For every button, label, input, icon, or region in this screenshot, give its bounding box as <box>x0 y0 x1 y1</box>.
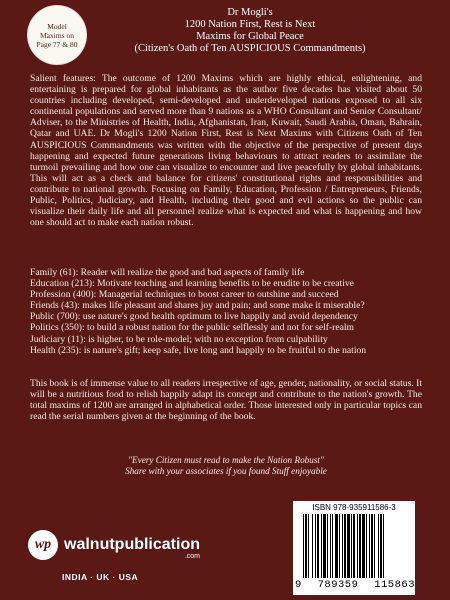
salient-features-paragraph: Salient features: The outcome of 1200 Maxims which are highly ethical, enlightening, and entertaining is prepared for global inhabitants as the author five decades has visited about 50 countries including developed, semi-developed and underdeveloped nations exposed to all six continental populations and served more than 9 nations as a WHO Consultant and Senior Consultant/ Adviser, to the Ministries of Health, India, Afghanistan, Iran, Kuwait, Saudi Arabia, Oman, Bahrain, Qatar and UAE. Dr Mogli's 1200 Nation First, Rest is Next Maxims with Citizens Oath of Ten AUSPICIOUS Commandments was written with the objective of the perspective of present days happening and expected future generations living behaviours to attract readers to assimilate the turmoil prevailing and how one can visualize to encounter and live peacefully by global inhabitants. This will act as a check and balance for citizens' constitutional rights and responsibilities and contribute to national growth. Focusing on Family, Education, Profession / Entrepreneurs, Friends, Public, Politics, Judiciary, and Health, including their good and evil actions so the public can visualize their daily life and all personnel realize what is expected and what is happening and how one should act to make each nation robust. <box>30 73 422 229</box>
category-education: Education (213): Motivate teaching and learning benefits to be erudite to be creative <box>30 278 354 290</box>
badge-line-1: Model <box>47 21 67 31</box>
barcode-bar <box>371 514 373 578</box>
barcode-bar <box>369 514 370 578</box>
quote-block <box>30 455 422 477</box>
share-quote: Share with your associates if you found Stuff enjoyable <box>125 466 327 476</box>
barcode-bar <box>344 514 346 578</box>
publisher-regions: INDIA · UK · USA <box>62 572 139 582</box>
category-friends: Friends (43): makes life pleasant and shares joy and pain; and some make it miserable? <box>30 300 365 312</box>
badge-line-3: Page 77 & 80 <box>36 39 78 49</box>
isbn-digit-prefix: 9 <box>295 579 302 591</box>
badge-line-2: Maxims on <box>40 30 74 40</box>
barcode-bar <box>315 514 316 578</box>
barcode-bar <box>353 514 355 578</box>
isbn-digits <box>295 579 415 591</box>
barcode-bar <box>327 514 328 578</box>
barcode-bar <box>332 514 333 578</box>
barcode-bar <box>317 514 319 578</box>
subtitle-line: Maxims for Global Peace <box>196 31 304 42</box>
barcode-bar <box>339 514 340 578</box>
subtitle-oath-line: (Citizen's Oath of Ten AUSPICIOUS Commandments) <box>134 43 366 54</box>
publisher-logo <box>28 530 200 560</box>
publisher-name-text: walnutpublication <box>64 536 200 553</box>
barcode-bar <box>335 514 338 578</box>
publisher-domain-suffix: .com <box>184 553 200 560</box>
barcode-bar <box>357 514 358 578</box>
isbn-digit-group-1: 789359 <box>317 579 359 591</box>
barcode-icon <box>303 514 407 578</box>
barcode-bar <box>362 514 365 578</box>
barcode-bar <box>359 514 361 578</box>
isbn-barcode-box <box>293 501 415 595</box>
category-list <box>30 267 422 356</box>
barcode-bar <box>312 514 313 578</box>
barcode-bar <box>374 514 375 578</box>
barcode-bar <box>323 514 326 578</box>
category-public: Public (700): use nature's good health optimum to live happily and avoid dependency <box>30 311 358 323</box>
author-line: Dr Mogli's <box>227 7 273 18</box>
barcode-bar <box>321 514 322 578</box>
barcode-bar <box>347 514 350 578</box>
category-health: Health (235): is nature's gift; keep safe, live long and happily to be fruitful to the nation <box>30 344 367 356</box>
category-family: Family (61): Reader will realize the good and bad aspects of family life <box>30 267 305 278</box>
barcode-bar <box>308 514 309 578</box>
barcode-bar <box>380 514 382 578</box>
isbn-label: ISBN 978-935911586-3 <box>312 503 396 512</box>
barcode-bar <box>383 514 384 578</box>
barcode-bar <box>305 514 307 578</box>
barcode-bar <box>330 514 331 578</box>
book-title-block <box>100 7 400 55</box>
isbn-digit-group-2: 115863 <box>374 579 415 591</box>
category-politics: Politics (350): to build a robust nation for the public selflessly and not for self-realm <box>30 322 354 334</box>
barcode-bar <box>378 514 379 578</box>
model-maxims-badge <box>28 6 86 64</box>
barcode-bar <box>303 514 304 578</box>
title-line: 1200 Nation First, Rest is Next <box>184 19 316 30</box>
walnut-logo-icon: wp <box>28 530 58 560</box>
barcode-bar <box>366 514 367 578</box>
closing-paragraph: This book is of immense value to all readers irrespective of age, gender, nationality, or social status. It will be a nutritious food to relish happily adapt its concept and contribute to the nation's growth. The total maxims of 1200 are arranged in alphabetical order. Those interested only in particular topics can read the serial numbers given at the beginning of the book. <box>30 378 422 423</box>
category-judiciary: Judiciary (11): is higher, to be role-model; with no exception from culpability <box>30 333 328 345</box>
barcode-bar <box>351 514 352 578</box>
category-profession: Profession (400): Managerial techniques to boost career to outshine and succeed <box>30 289 339 301</box>
citizen-quote: "Every Citizen must read to make the Nation Robust" <box>128 455 324 465</box>
barcode-bar <box>342 514 343 578</box>
publisher-name <box>64 536 200 560</box>
